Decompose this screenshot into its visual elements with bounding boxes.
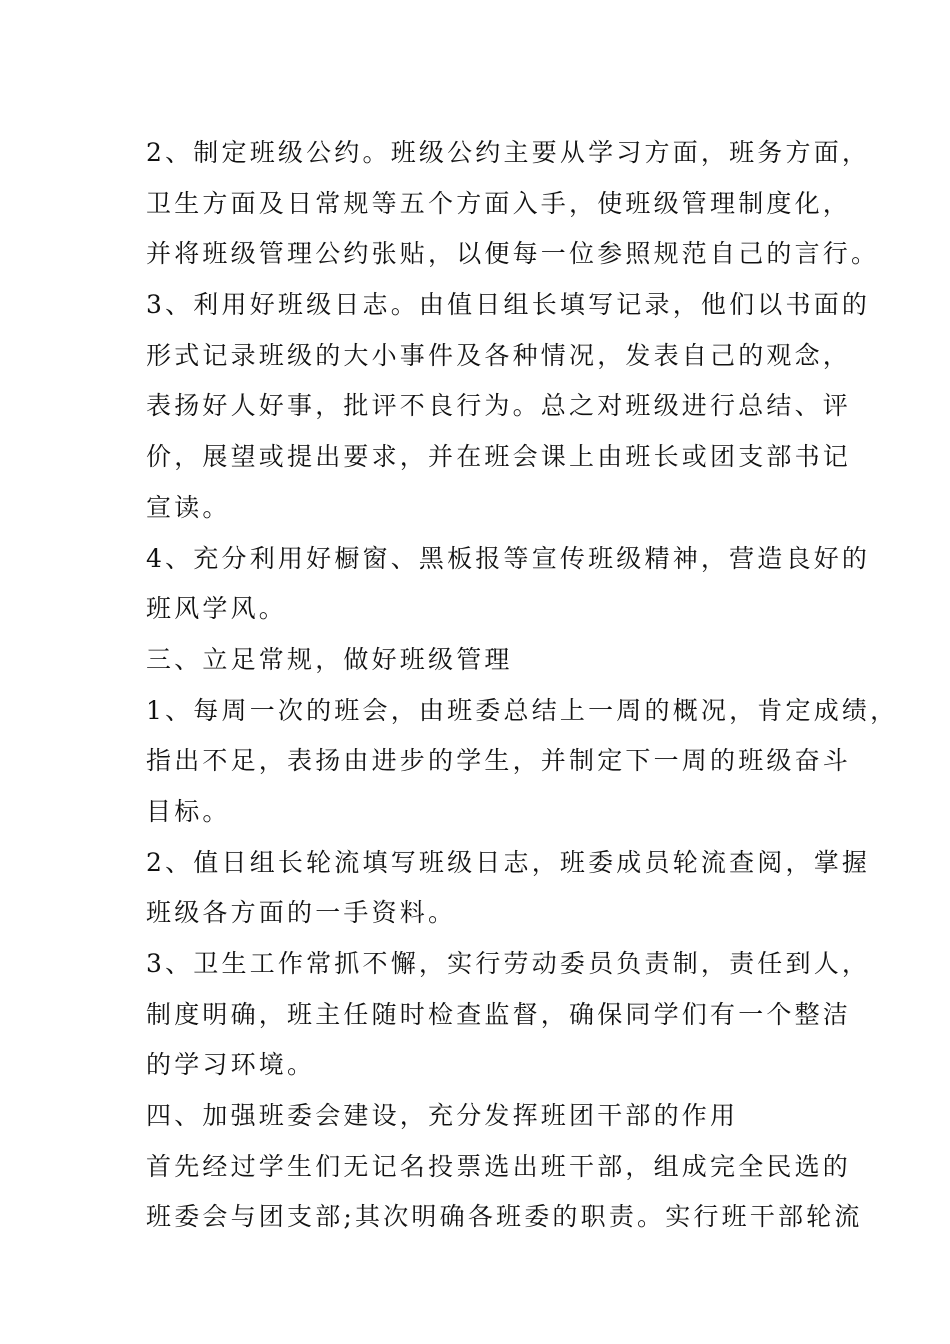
text-line: 2、值日组长轮流填写班级日志，班委成员轮流查阅，掌握 [146,847,871,877]
document-body [146,128,899,1243]
text-line: 卫生方面及日常规等五个方面入手，使班级管理制度化， [146,188,852,218]
section-heading: 三、立足常规，做好班级管理 [146,644,513,674]
text-line: 指出不足，表扬由进步的学生，并制定下一周的班级奋斗 [146,746,852,776]
section-heading: 四、加强班委会建设，充分发挥班团干部的作用 [146,1101,739,1131]
text-line: 宣读。 [146,492,231,522]
text-line: 制度明确，班主任随时检查监督，确保同学们有一个整洁 [146,999,852,1029]
text-line: 班风学风。 [146,594,288,624]
text-line: 形式记录班级的大小事件及各种情况，发表自己的观念， [146,340,852,370]
text-line: 班级各方面的一手资料。 [146,898,457,928]
text-line: 1、每周一次的班会，由班委总结上一周的概况，肯定成绩， [146,695,899,725]
text-line: 的学习环境。 [146,1050,316,1080]
text-line: 2、制定班级公约。班级公约主要从学习方面，班务方面， [146,138,871,167]
text-line: 班委会与团支部;其次明确各班委的职责。实行班干部轮流 [146,1202,863,1232]
text-line: 并将班级管理公约张贴，以便每一位参照规范自己的言行。 [146,239,880,269]
text-line: 价，展望或提出要求，并在班会课上由班长或团支部书记 [146,442,852,472]
text-line: 目标。 [146,796,231,826]
text-line: 3、利用好班级日志。由值日组长填写记录，他们以书面的 [146,290,871,320]
text-line: 3、卫生工作常抓不懈，实行劳动委员负责制，责任到人， [146,949,871,978]
text-line: 表扬好人好事，批评不良行为。总之对班级进行总结、评 [146,391,852,421]
text-line: 4、充分利用好橱窗、黑板报等宣传班级精神，营造良好的 [146,543,871,573]
text-line: 首先经过学生们无记名投票选出班干部，组成完全民选的 [146,1151,852,1181]
